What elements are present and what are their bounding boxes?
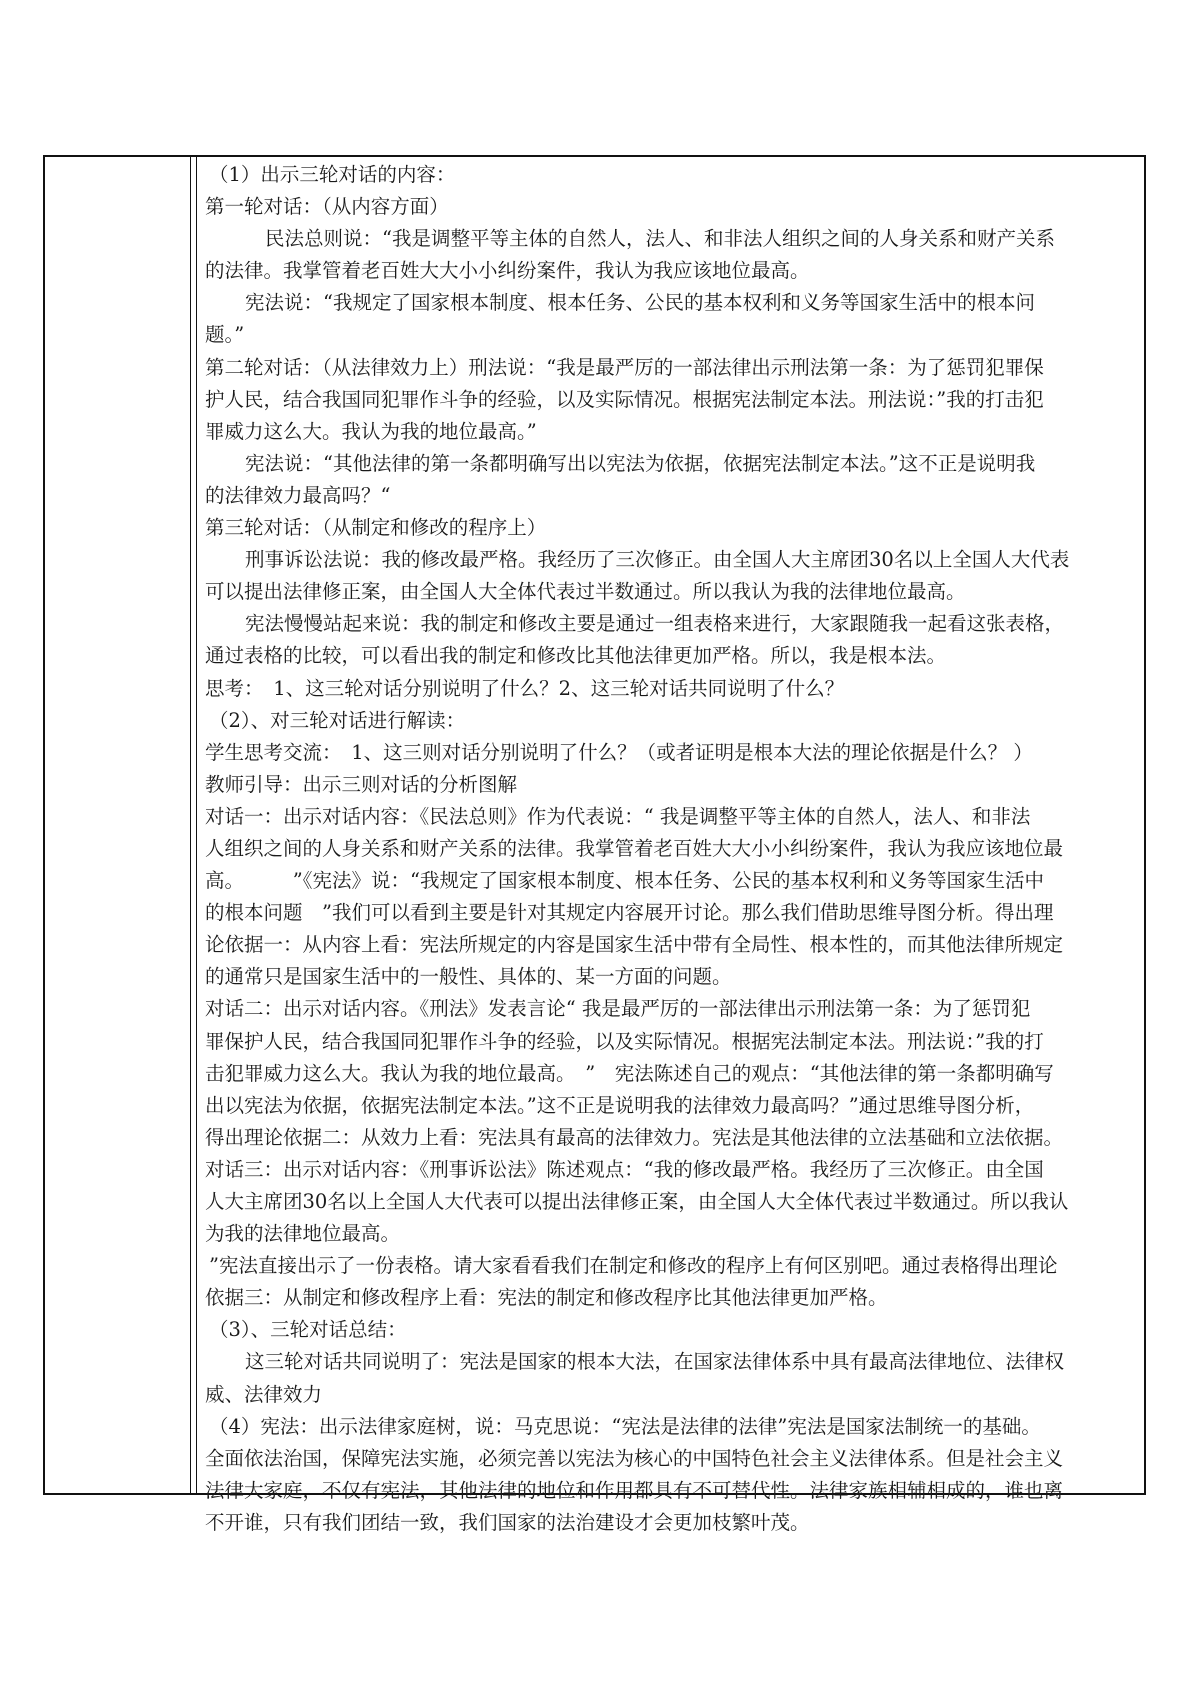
text-line: 的通常只是国家生活中的一般性、具体的、某一方面的问题。	[205, 965, 732, 989]
left-empty-cell	[45, 157, 191, 1493]
text-line: 题。”	[205, 323, 245, 347]
text-line: ”宪法直接出示了一份表格。请大家看看我们在制定和修改的程序上有何区别吧。通过表格得出理论	[209, 1254, 1058, 1278]
text-line: 教师引导：出示三则对话的分析图解	[205, 772, 518, 796]
text-line: 不开谁，只有我们团结一致，我们国家的法治建设才会更加枝繁叶茂。	[205, 1510, 810, 1534]
text-line: 的法律。我掌管着老百姓大大小小纠纷案件，我认为我应该地位最高。	[205, 259, 810, 283]
text-line: 可以提出法律修正案，由全国人大全体代表过半数通过。所以我认为我的法律地位最高。	[205, 580, 966, 604]
text-line: 这三轮对话共同说明了：宪法是国家的根本大法，在国家法律体系中具有最高法律地位、法律权	[245, 1350, 1065, 1374]
text-line: 人组织之间的人身关系和财产关系的法律。我掌管着老百姓大大小小纠纷案件，我认为我应该地位最	[205, 836, 1064, 860]
text-line: 法律大家庭，不仅有宪法，其他法律的地位和作用都具有不可替代性。法律家族相辅相成的，谁也离	[205, 1478, 1064, 1502]
text-line: 威、法律效力	[205, 1382, 323, 1406]
text-line: （3）、三轮对话总结：	[209, 1318, 407, 1342]
text-line: 击犯罪威力这么大。我认为我的地位最高。 ” 宪法陈述自己的观点：“其他法律的第一条都明确写	[205, 1061, 1054, 1085]
text-line: 第二轮对话：（从法律效力上）刑法说：“我是最严厉的一部法律出示刑法第一条：为了惩罚犯罪保	[205, 355, 1044, 379]
text-line: 宪法说：“其他法律的第一条都明确写出以宪法为依据，依据宪法制定本法。”这不正是说明我	[245, 451, 1036, 475]
text-line: 的根本问题 ”我们可以看到主要是针对其规定内容展开讨论。那么我们借助思维导图分析。得出理	[205, 901, 1054, 925]
text-line: 第三轮对话：（从制定和修改的程序上）	[205, 516, 547, 540]
text-line: （4）宪法：出示法律家庭树，说：马克思说：“宪法是法律的法律”宪法是国家法制统一的基础。	[209, 1414, 1041, 1438]
text-line: 高。 ”《宪法》说：“我规定了国家根本制度、根本任务、公民的基本权利和义务等国家生活中	[205, 869, 1044, 893]
content-cell	[197, 157, 1144, 1534]
text-line: 出以宪法为依据，依据宪法制定本法。”这不正是说明我的法律效力最高吗？”通过思维导图分析，	[205, 1093, 1035, 1117]
text-line: 人大主席团30名以上全国人大代表可以提出法律修正案，由全国人大全体代表过半数通过。所以我认	[205, 1190, 1069, 1213]
text-line: 宪法慢慢站起来说：我的制定和修改主要是通过一组表格来进行，大家跟随我一起看这张表格，	[245, 612, 1065, 636]
text-line: 学生思考交流： 1、这三则对话分别说明了什么？（或者证明是根本大法的理论依据是什么？ ）	[205, 740, 1033, 764]
text-line: 依据三：从制定和修改程序上看：宪法的制定和修改程序比其他法律更加严格。	[205, 1286, 888, 1310]
text-line: 论依据一：从内容上看：宪法所规定的内容是国家生活中带有全局性、根本性的，而其他法律所规定	[205, 933, 1064, 957]
text-line: （1）出示三轮对话的内容：	[209, 163, 456, 186]
text-line: 的法律效力最高吗？“	[205, 483, 391, 507]
text-line: 通过表格的比较，可以看出我的制定和修改比其他法律更加严格。所以，我是根本法。	[205, 644, 947, 668]
text-line: 对话二：出示对话内容。《刑法》发表言论“ 我是最严厉的一部法律出示刑法第一条：为了惩罚犯	[205, 997, 1031, 1021]
text-line: 得出理论依据二：从效力上看：宪法具有最高的法律效力。宪法是其他法律的立法基础和立法依据。	[205, 1125, 1064, 1149]
text-line: 罪威力这么大。我认为我的地位最高。”	[205, 419, 537, 443]
text-line: 宪法说：“我规定了国家根本制度、根本任务、公民的基本权利和义务等国家生活中的根本问	[245, 291, 1035, 315]
text-line: 思考： 1、这三轮对话分别说明了什么？2、这三轮对话共同说明了什么？	[205, 676, 845, 700]
text-line: （2）、对三轮对话进行解读：	[209, 708, 466, 732]
text-line: 对话一：出示对话内容：《民法总则》作为代表说：“ 我是调整平等主体的自然人，法人、和非法	[205, 804, 1031, 828]
text-line: 为我的法律地位最高。	[205, 1222, 401, 1246]
text-line: 罪保护人民，结合我国同犯罪作斗争的经验，以及实际情况。根据宪法制定本法。刑法说：”我的打	[205, 1029, 1044, 1053]
lesson-plan-table	[43, 155, 1146, 1534]
text-line: 护人民，结合我国同犯罪作斗争的经验，以及实际情况。根据宪法制定本法。刑法说：”我的打击犯	[205, 387, 1044, 411]
text-line: 刑事诉讼法说：我的修改最严格。我经历了三次修正。由全国人大主席团30名以上全国人大代表	[245, 548, 1070, 572]
text-line: 对话三：出示对话内容：《刑事诉讼法》陈述观点：“我的修改最严格。我经历了三次修正。由全国	[205, 1157, 1044, 1181]
text-line: 全面依法治国，保障宪法实施，必须完善以宪法为核心的中国特色社会主义法律体系。但是社会主义	[205, 1446, 1064, 1470]
text-line: 第一轮对话：（从内容方面）	[205, 195, 449, 219]
text-line: 民法总则说：“我是调整平等主体的自然人，法人、和非法人组织之间的人身关系和财产关系	[265, 227, 1055, 251]
